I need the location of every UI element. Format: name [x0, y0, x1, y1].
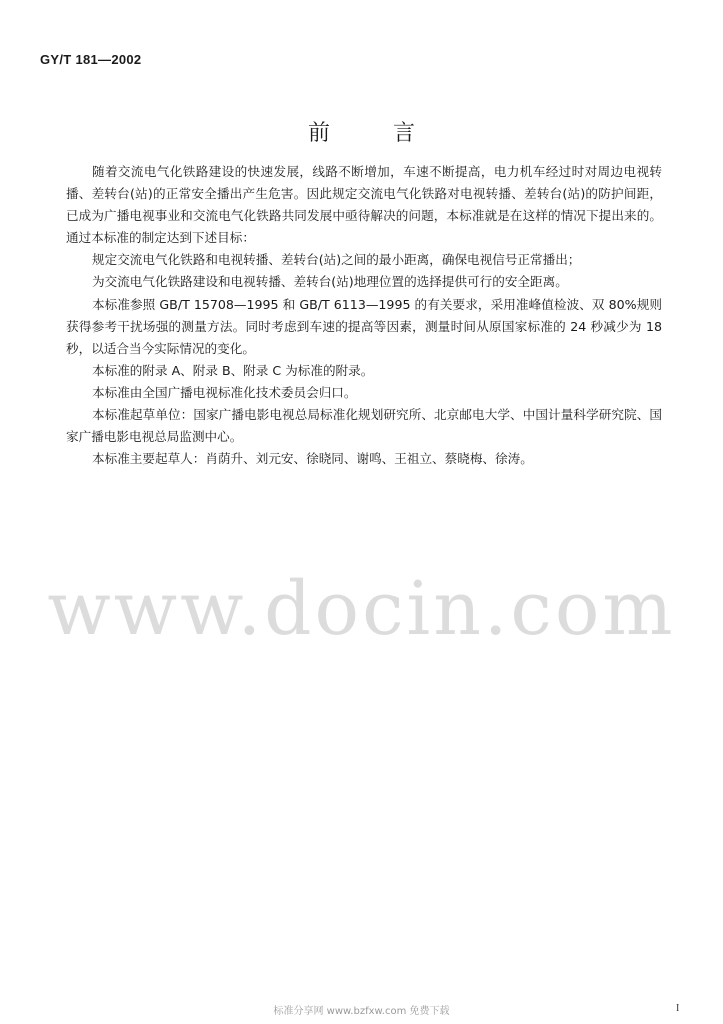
- paragraph-committee: 本标准由全国广播电视标准化技术委员会归口。: [92, 384, 357, 400]
- paragraph-background: 随着交流电气化铁路建设的快速发展，线路不断增加，车速不断提高，电力机车经过时对周边电视转播、差转台(站)的正常安全播出产生危害。因此规定交流电气化铁路对电视转播、差转台(站)的防护间距，已成为广播电视事业和交流电气化铁路共同发展中亟待解决的问题，本标准就是在这样的情况下提出来的。通过本标准的制定达到下述目标：: [66, 164, 662, 246]
- paragraph-drafting-units: 本标准起草单位：国家广播电影电视总局标准化规划研究所、北京邮电大学、中国计量科学研究院、国家广播电影电视总局监测中心。: [66, 407, 662, 445]
- paragraph-references: 本标准参照 GB/T 15708—1995 和 GB/T 6113—1995 的有关要求，采用准峰值检波、双 80%规则获得参考干扰场强的测量方法。同时考虑到车速的提高等因素，测量时间从原国家标准的 24 秒减少为 18 秒，以适合当今实际情况的变化。: [66, 296, 662, 356]
- footer-site-link[interactable]: 标准分享网 www.bzfxw.com 免费下载: [273, 1006, 450, 1017]
- page-title: 前 言: [308, 121, 443, 146]
- standard-code: GY/T 181—2002: [40, 52, 142, 67]
- paragraph-goal-1: 规定交流电气化铁路和电视转播、差转台(站)之间的最小距离，确保电视信号正常播出；: [92, 252, 581, 268]
- paragraph-appendix: 本标准的附录 A、附录 B、附录 C 为标准的附录。: [92, 362, 374, 378]
- watermark: www.docin.com: [47, 566, 676, 652]
- page-number: I: [676, 1003, 680, 1014]
- paragraph-drafters: 本标准主要起草人：肖荫升、刘元安、徐晓同、谢鸣、王祖立、蔡晓梅、徐涛。: [92, 451, 533, 467]
- foreword-body: [66, 161, 662, 470]
- paragraph-goal-2: 为交流电气化铁路建设和电视转播、差转台(站)地理位置的选择提供可行的安全距离。: [92, 274, 568, 290]
